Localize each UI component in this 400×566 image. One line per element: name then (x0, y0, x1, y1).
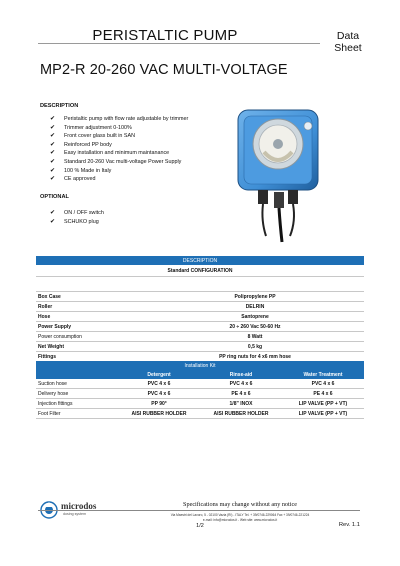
row-value: PP ring nuts for 4 x6 mm hose (146, 352, 364, 362)
table-cell: PE 4 x 6 (200, 389, 282, 399)
row-value: 0,5 kg (146, 342, 364, 352)
row-label: Power consumption (36, 332, 146, 342)
table-row (36, 332, 364, 342)
table-cell: AISI RUBBER HOLDER (200, 409, 282, 419)
list-item: ✔ 100 % Made in Italy (50, 167, 112, 174)
table-cell: PP 90° (118, 399, 200, 409)
brand-name: microdos (61, 501, 97, 511)
table-row (36, 342, 364, 352)
table-row (36, 292, 364, 302)
list-item: ✔ Front cover glass built in SAN (50, 133, 136, 140)
revision-label: Rev. 1.1 (338, 522, 360, 528)
table-cell: PVC 4 x 6 (118, 379, 200, 389)
table-cell: PVC 4 x 6 (118, 389, 200, 399)
company-contact: e-mail: info@microdos.it - Web site: www.microdos.it (202, 518, 278, 522)
brand-tagline: dosing system (63, 512, 86, 516)
config-subtitle: Standard CONFIGURATION (36, 265, 364, 277)
data-sheet-label (328, 30, 368, 54)
page-number: 1/2 (196, 523, 204, 529)
row-label: Roller (36, 302, 146, 312)
optional-list (50, 209, 104, 226)
checkmark-icon: ✔ (50, 124, 56, 131)
row-label: Power Supply (36, 322, 146, 332)
list-item: ✔ CE approved (50, 176, 96, 183)
row-value: Santoprene (146, 312, 364, 322)
document-title: PERISTALTIC PUMP (92, 27, 238, 44)
table-cell: PE 4 x 6 (282, 389, 364, 399)
row-value: 8 Watt (146, 332, 364, 342)
table-cell: LIP VALVE (PP + VT) (282, 399, 364, 409)
row-value: 20 ÷ 260 Vac 50-60 Hz (146, 322, 364, 332)
row-label: Box Case (36, 292, 146, 302)
checkmark-icon: ✔ (50, 141, 56, 148)
install-kit-table (36, 361, 364, 419)
table-cell: LIP VALVE (PP + VT) (282, 409, 364, 419)
config-subtitle-row (36, 265, 364, 277)
config-bar-title: DESCRIPTION (36, 256, 364, 265)
table-row (36, 322, 364, 332)
row-label: Fittings (36, 352, 146, 362)
row-label: Foot Filter (36, 409, 118, 419)
list-item: ✔ Reinforced PP body (50, 141, 112, 148)
row-label: Net Weight (36, 342, 146, 352)
checkmark-icon: ✔ (50, 176, 56, 183)
row-value: Polipropylene PP (146, 292, 364, 302)
data-sheet-line1: Data (336, 30, 360, 42)
checkmark-icon: ✔ (50, 116, 56, 122)
table-cell: PVC 4 x 6 (200, 379, 282, 389)
description-list (50, 115, 188, 184)
table-cell: 1/8" INOX (200, 399, 282, 409)
column-header: Detergent (118, 370, 200, 379)
row-label: Hose (36, 312, 146, 322)
table-cell: PVC 4 x 6 (282, 379, 364, 389)
checkmark-icon: ✔ (50, 158, 56, 165)
checkmark-icon: ✔ (50, 210, 56, 216)
list-item: ✔ ON / OFF switch (50, 210, 104, 216)
config-table (36, 256, 364, 362)
column-header: Water Treatment (282, 370, 364, 379)
install-bar-title: Installation Kit (36, 361, 364, 370)
data-sheet-line2: Sheet (334, 42, 362, 54)
install-title-row (36, 361, 364, 370)
checkmark-icon: ✔ (50, 133, 56, 140)
list-item: ✔ Easy installation and minimum maintanance (50, 150, 170, 157)
row-value: DELRIN (146, 302, 364, 312)
row-label: Injection fittings (36, 399, 118, 409)
title-underline (38, 43, 320, 44)
config-header-row (36, 256, 364, 265)
row-label: Delivery hose (36, 389, 118, 399)
footer-divider (38, 510, 360, 511)
checkmark-icon: ✔ (50, 167, 56, 174)
column-header: Rinse-aid (200, 370, 282, 379)
checkmark-icon: ✔ (50, 218, 56, 225)
pump-product-image (228, 96, 328, 246)
table-cell: AISI RUBBER HOLDER (118, 409, 200, 419)
company-address: Via Maestri del Lavoro, 5 - 02100 Vazia (RI) - ITALY Tel. + 39/0746-229064 Fax + 39/0746-221224 (170, 513, 310, 517)
table-row (36, 352, 364, 362)
table-row (36, 312, 364, 322)
install-column-header-row (36, 370, 364, 379)
list-item: ✔ Standard 20-260 Vac multi-voltage Power Supply (50, 158, 182, 165)
description-label: DESCRIPTION (40, 103, 79, 109)
change-notice: Specifications may change without any notice (183, 501, 297, 508)
table-row (36, 389, 364, 399)
checkmark-icon: ✔ (50, 150, 56, 157)
table-row (36, 379, 364, 389)
list-item: ✔ SCHUKO plug (50, 218, 99, 225)
list-item: ✔ Trimmer adjustment 0-100% (50, 124, 132, 131)
table-row (36, 409, 364, 419)
optional-label: OPTIONAL (40, 194, 69, 200)
row-label: Suction hose (36, 379, 118, 389)
model-title: MP2-R 20-260 VAC MULTI-VOLTAGE (40, 62, 288, 78)
table-row (36, 302, 364, 312)
list-item: ✔ Peristaltic pump with flow rate adjustable by trimmer (50, 116, 189, 122)
spacer-row (36, 277, 364, 292)
table-row (36, 399, 364, 409)
